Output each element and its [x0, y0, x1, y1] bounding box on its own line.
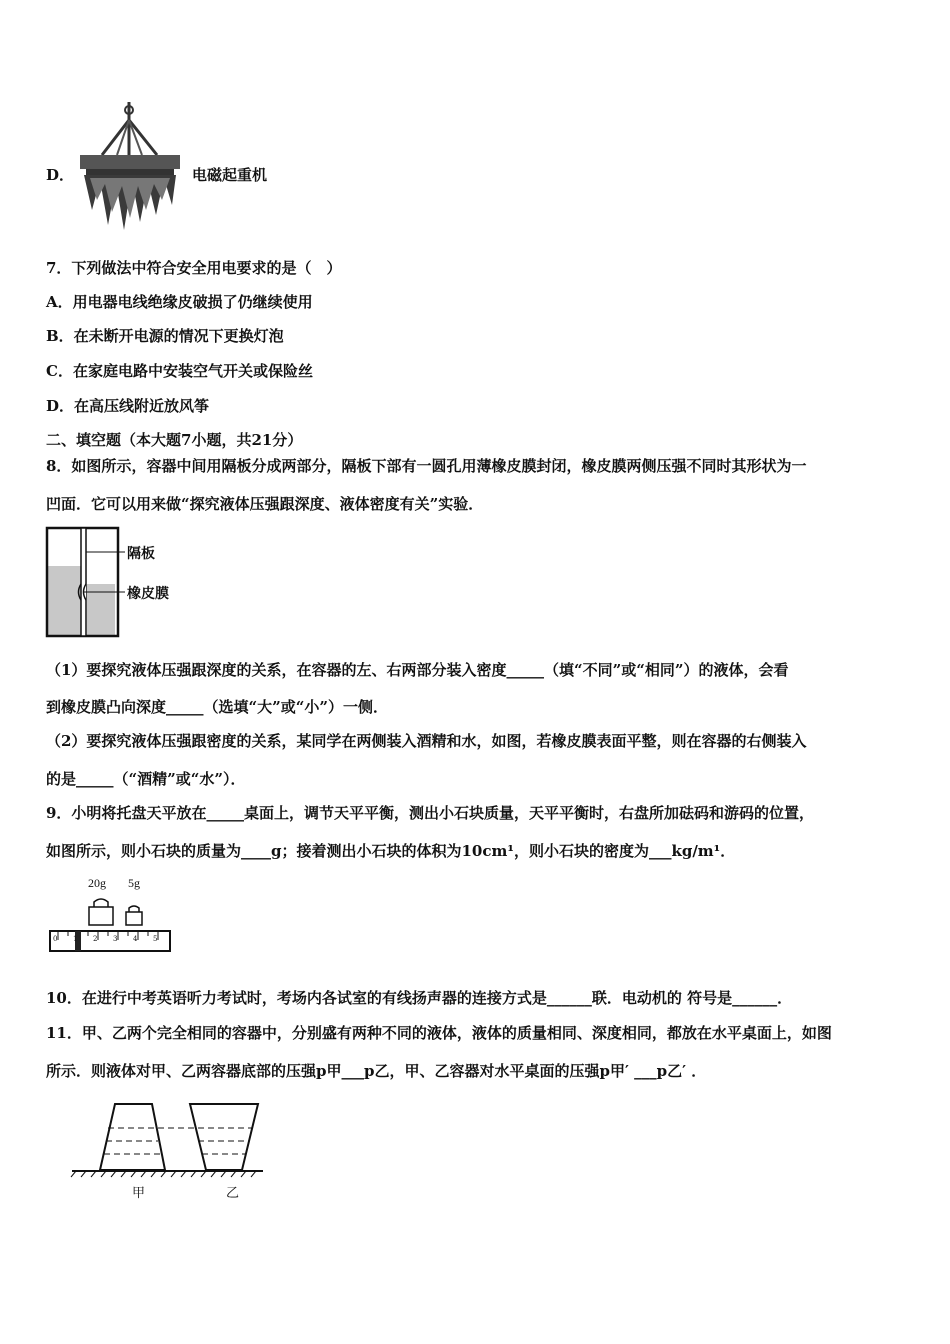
q8-line1: 8．如图所示，容器中间用隔板分成两部分，隔板下部有一圆孔用薄橡皮膜封闭，橡皮膜两侧压强不同时其形状为一	[46, 457, 807, 475]
q7-stem: 7．下列做法中符合安全用电要求的是（ ）	[46, 259, 342, 277]
label-membrane: 橡皮膜	[127, 586, 169, 602]
electromagnet-crane-figure	[72, 100, 187, 235]
label-yi: 乙	[226, 1186, 240, 1201]
scale-number-2: 2	[93, 935, 98, 943]
q7-option-a: A．用电器电线绝缘皮破损了仍继续使用	[46, 293, 313, 311]
q7-option-d: D．在高压线附近放风筝	[46, 397, 210, 415]
q9-line1: 9．小明将托盘天平放在_____桌面上，调节天平平衡，测出小石块质量，天平平衡时，右盘所加砝码和游码的位置，	[46, 804, 814, 822]
q9-line2: 如图所示，则小石块的质量为____g；接着测出小石块的体积为10cm¹，则小石块的密度为___kg/m¹．	[46, 842, 736, 860]
balance-weights-figure	[48, 874, 178, 959]
scale-number-5: 5	[153, 935, 158, 943]
scale-number-3: 3	[113, 935, 118, 943]
section2-title: 二、填空题（本大题7小题，共21分）	[46, 431, 303, 449]
q8-line2: 凹面．它可以用来做“探究液体压强跟深度、液体密度有关”实验．	[46, 495, 484, 513]
q10-line1: 10．在进行中考英语听力考试时，考场内各试室的有线扬声器的连接方式是______联．电动机的 符号是______．	[46, 989, 793, 1007]
label-jia: 甲	[132, 1186, 146, 1201]
q7-option-c: C．在家庭电路中安装空气开关或保险丝	[46, 362, 313, 380]
q8-sub1-line2: 到橡皮膜凸向深度_____（选填“大”或“小”）一侧．	[46, 698, 389, 716]
weight-label-20g: 20g	[88, 876, 106, 890]
q8-sub2-line1: （2）要探究液体压强跟密度的关系，某同学在两侧装入酒精和水，如图，若橡皮膜表面平整，则在容器的右侧装入	[46, 732, 807, 750]
q8-sub2-line2: 的是_____（“酒精”或“水”）．	[46, 770, 246, 788]
q11-line1: 11．甲、乙两个完全相同的容器中，分别盛有两种不同的液体，液体的质量相同、深度相同，都放在水平桌面上，如图	[46, 1024, 832, 1042]
q7-option-b: B．在未断开电源的情况下更换灯泡	[46, 327, 284, 345]
label-partition: 隔板	[127, 546, 155, 562]
q6-option-d-letter: D．	[46, 166, 75, 184]
scale-number-1: 1	[73, 935, 78, 943]
q8-sub1-line1: （1）要探究液体压强跟深度的关系，在容器的左、右两部分装入密度_____（填“不同”或“相同”）的液体，会看	[46, 661, 789, 679]
q6-option-d-text: 电磁起重机	[192, 166, 268, 184]
containers-jia-yi-figure	[70, 1096, 265, 1181]
scale-number-4: 4	[133, 935, 138, 943]
q11-line2: 所示．则液体对甲、乙两容器底部的压强p甲___p乙，甲、乙容器对水平桌面的压强p甲′ ___p乙′ ．	[46, 1062, 707, 1080]
weight-label-5g: 5g	[128, 876, 140, 890]
scale-number-0: 0	[53, 935, 58, 943]
